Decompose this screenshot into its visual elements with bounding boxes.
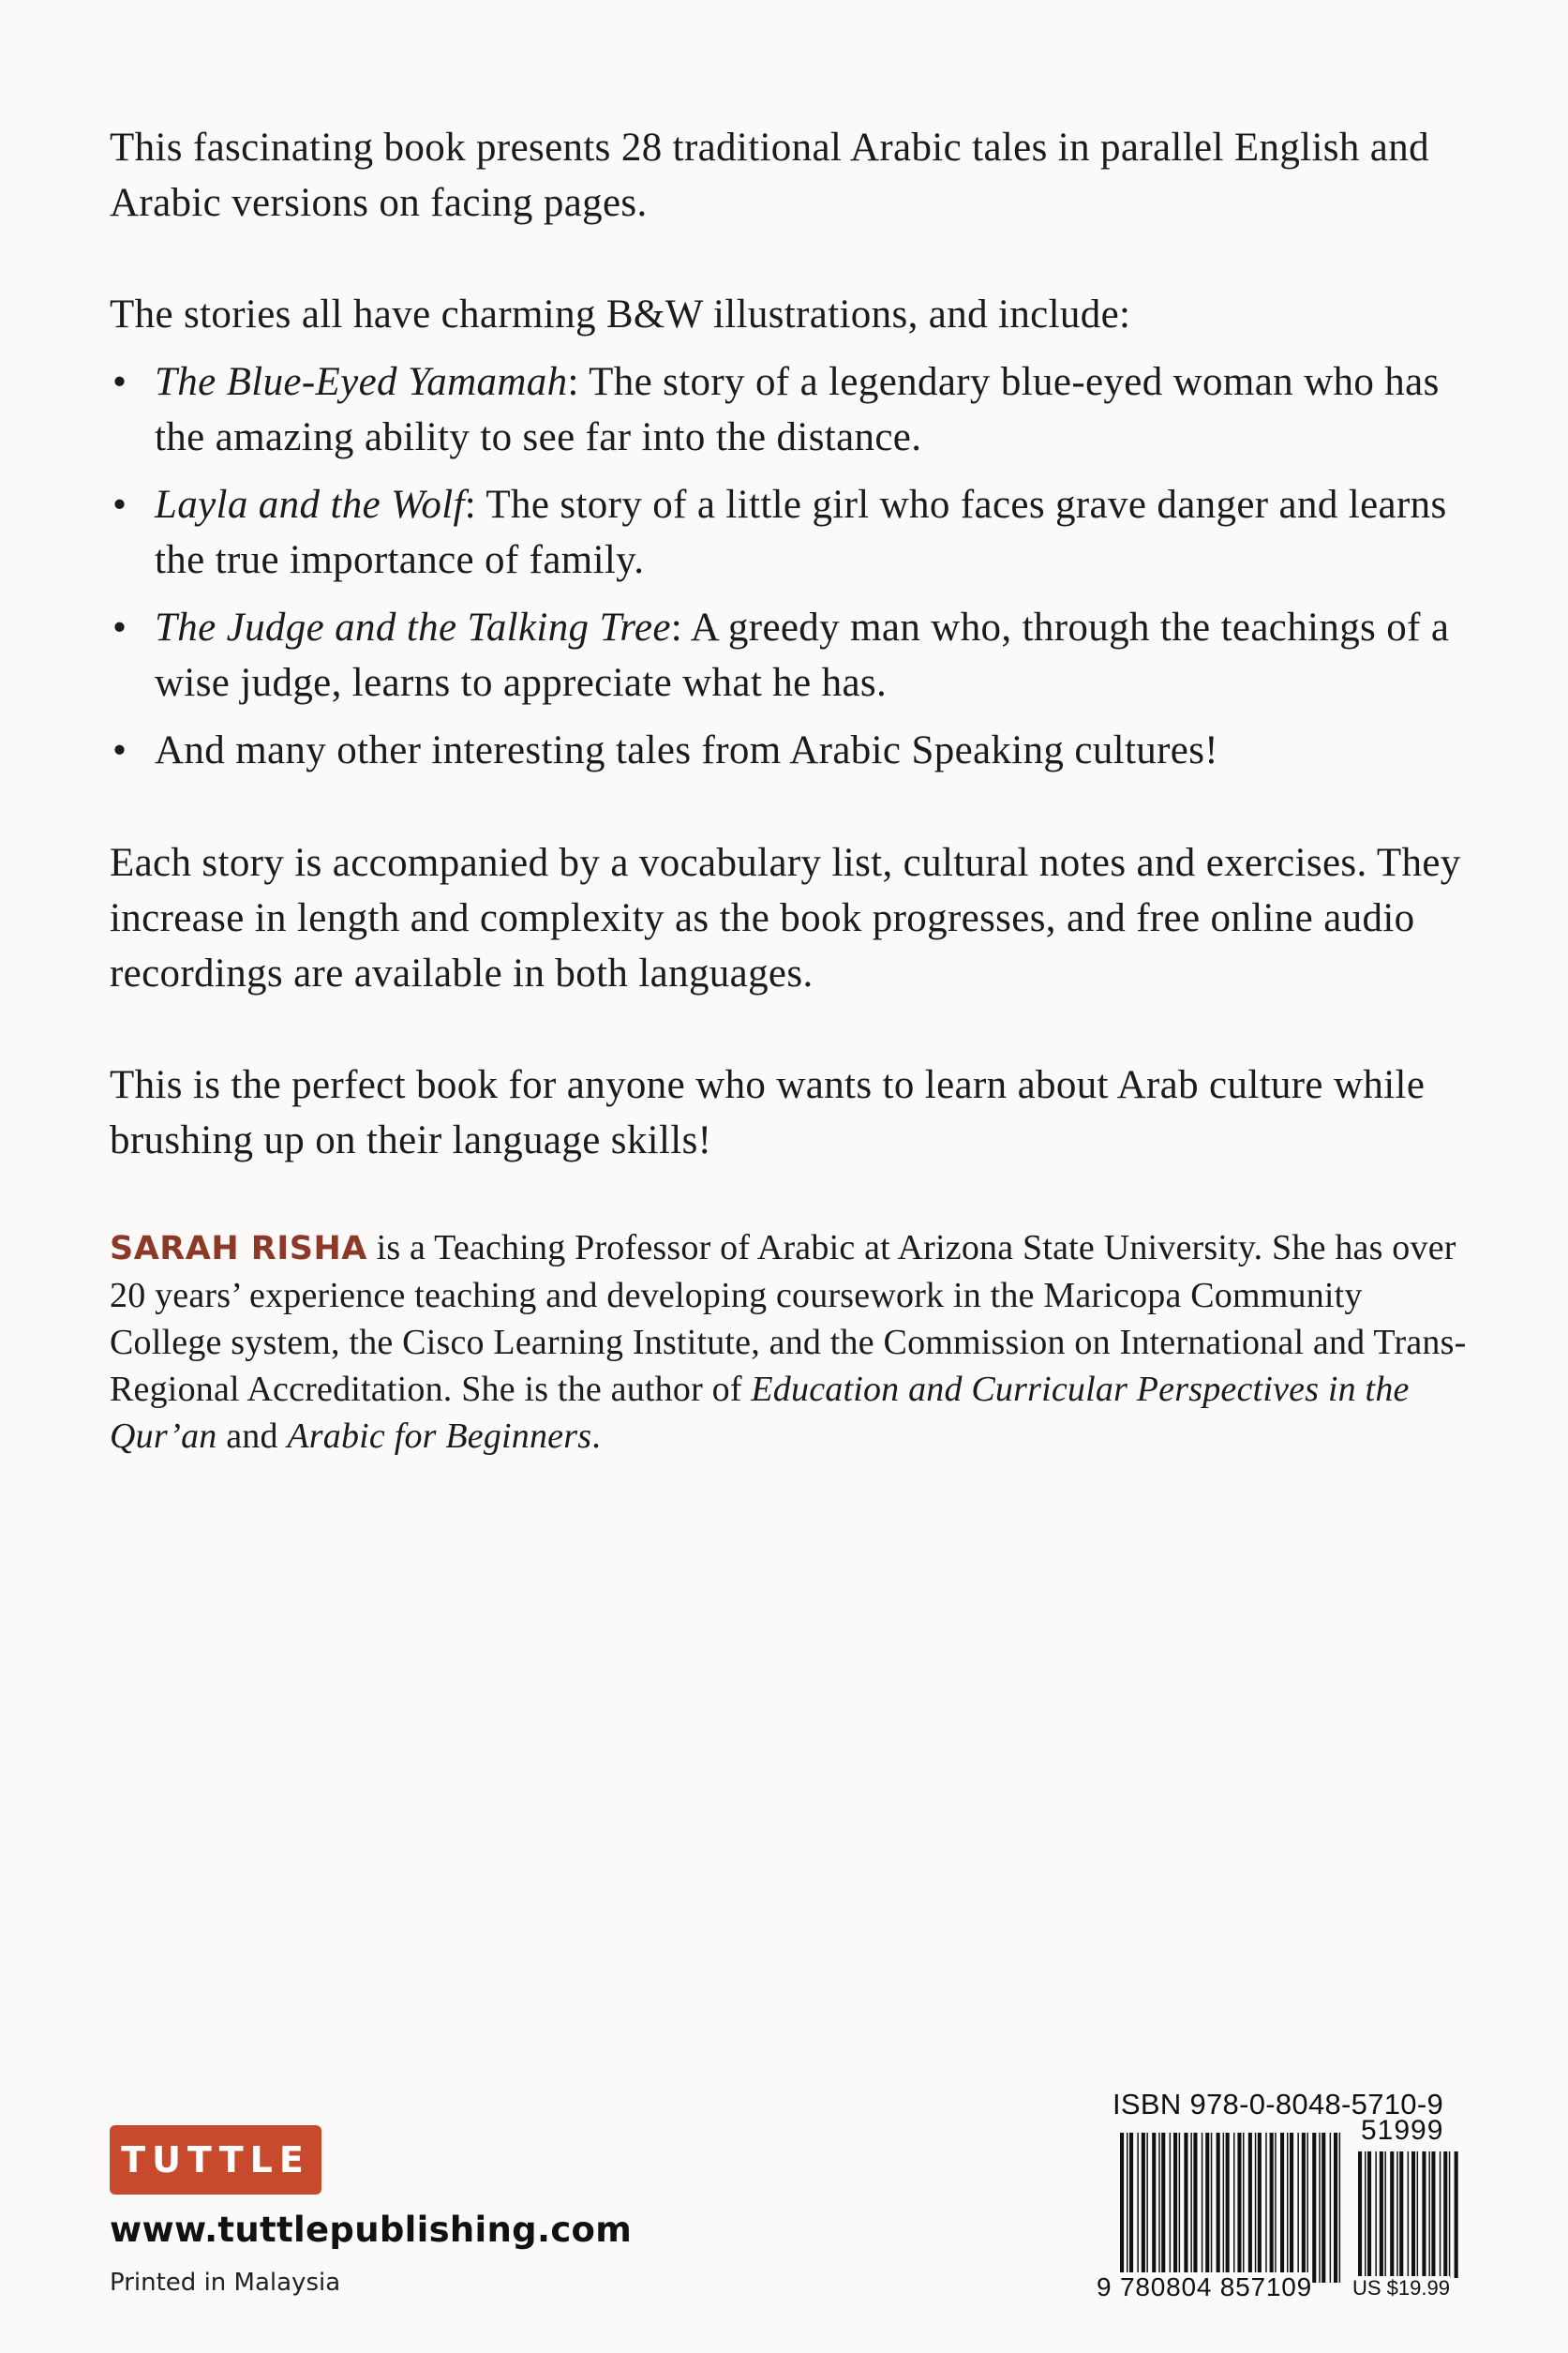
publisher-logo [110, 2125, 321, 2195]
barcode-bar [1226, 2133, 1230, 2283]
barcode-bar [1322, 2133, 1325, 2283]
bio-text: is a Teaching Professor of Arabic at Arizona State University. She has over 20 years’ experience teaching and developing coursework in the Maricopa Community College system, the Cisco Learning Institute, and the Commission on International and Trans-Regional Accreditation. She is the author of [110, 1228, 1467, 1409]
barcode-bar [1205, 2133, 1209, 2283]
price-code: 51999 [1361, 2115, 1444, 2146]
printed-in: Printed in Malaysia [110, 2269, 341, 2297]
list-item [110, 600, 1469, 711]
author-name: SARAH RISHA [110, 1230, 367, 1267]
barcode-bar [1297, 2133, 1299, 2283]
barcode-bar [1428, 2151, 1430, 2278]
barcode-bar [1290, 2133, 1293, 2283]
barcode-bar [1287, 2133, 1289, 2283]
list-item [110, 354, 1469, 465]
barcode-bar [1399, 2151, 1403, 2278]
barcode-bar [1233, 2133, 1235, 2283]
tale-text: And many other interesting tales from Arabic Speaking cultures! [155, 728, 1218, 772]
price-label: US $19.99 [1352, 2276, 1450, 2300]
barcode-bar [1319, 2133, 1321, 2283]
stories-lead: The stories all have charming B&W illustrations, and include: [110, 292, 1131, 337]
book-title: Arabic for Beginners [287, 1416, 592, 1456]
barcode-bar [1248, 2133, 1252, 2283]
barcode-bar [1365, 2151, 1366, 2278]
isbn-label: ISBN 978-0-8048-5710-9 [1113, 2088, 1443, 2121]
barcode-bar [1129, 2133, 1133, 2283]
tale-title: Layla and the Wolf [155, 483, 465, 527]
barcode-bar [1127, 2133, 1128, 2283]
tales-list [110, 354, 1469, 778]
barcode-bar [1367, 2151, 1371, 2278]
barcode-bar [1137, 2133, 1139, 2283]
publisher-website[interactable]: www.tuttlepublishing.com [110, 2210, 633, 2250]
barcode-bar [1396, 2151, 1398, 2278]
barcode-bar [1217, 2133, 1220, 2283]
barcode-bar [1146, 2133, 1148, 2283]
barcode-bar [1237, 2133, 1241, 2283]
barcode-bar [1142, 2133, 1145, 2283]
list-item [110, 477, 1469, 588]
barcode-bar [1380, 2151, 1383, 2278]
each-story-paragraph: Each story is accompanied by a vocabulary list, cultural notes and exercises. They increase in length and complexity as the book progresses, and free online audio recordings are available in both languages. [110, 841, 1461, 996]
barcode-bar [1307, 2133, 1308, 2283]
barcode-bar [1161, 2133, 1165, 2283]
barcode-bar [1411, 2151, 1415, 2278]
description-text [110, 120, 1469, 1460]
barcode-bar [1173, 2133, 1177, 2283]
author-bio [110, 1224, 1469, 1460]
barcode-bar [1258, 2133, 1262, 2283]
barcode-bar [1193, 2133, 1197, 2283]
barcode-bar [1330, 2133, 1332, 2283]
barcode-bar [1417, 2151, 1419, 2278]
barcode-bar [1211, 2133, 1213, 2283]
tale-text: : The story of a little girl who faces grave danger and learns the true importance of family. [155, 483, 1447, 582]
book-title: Education and Curricular Perspectives in the Qur’an [110, 1370, 1410, 1456]
barcode-bar [1280, 2133, 1284, 2283]
barcode-bar [1384, 2151, 1386, 2278]
perfect-book-paragraph: This is the perfect book for anyone who wants to learn about Arab culture while brushing up on their language skills! [110, 1063, 1426, 1162]
barcode-bar [1339, 2133, 1341, 2283]
barcode-bar [1312, 2133, 1316, 2283]
barcode-bar [1223, 2133, 1225, 2283]
barcode-bar [1408, 2151, 1410, 2278]
barcode-bar [1375, 2151, 1377, 2278]
tale-text: : The story of a legendary blue-eyed woman who has the amazing ability to see far into the distance. [155, 360, 1440, 459]
barcode-bar [1179, 2133, 1181, 2283]
barcode-bar [1255, 2133, 1257, 2283]
barcode-bar [1422, 2151, 1426, 2278]
barcode-bar [1158, 2133, 1160, 2283]
barcode-bar [1190, 2133, 1192, 2283]
intro-paragraph: This fascinating book presents 28 traditional Arabic tales in parallel English and Arabic versions on facing pages. [110, 126, 1429, 225]
barcode-bar [1170, 2133, 1172, 2283]
barcode-bar [1443, 2151, 1447, 2278]
logo-text: TUTTLE [121, 2139, 310, 2181]
barcode-bar [1449, 2151, 1451, 2278]
bullet-icon: • [112, 728, 127, 772]
tale-title: The Judge and the Talking Tree [155, 606, 671, 650]
bio-period: . [591, 1416, 601, 1456]
list-item [110, 723, 1469, 778]
barcode-bar [1184, 2133, 1187, 2283]
tale-text: : A greedy man who, through the teachings of a wise judge, learns to appreciate what he has. [155, 606, 1450, 705]
bullet-icon: • [112, 606, 127, 650]
barcode-bar [1358, 2151, 1362, 2278]
barcode-bar [1265, 2133, 1267, 2283]
bio-and: and [217, 1416, 288, 1456]
barcode-bar [1334, 2133, 1337, 2283]
bullet-icon: • [112, 483, 127, 527]
barcode-bar [1243, 2133, 1245, 2283]
tale-title: The Blue-Eyed Yamamah [155, 360, 568, 404]
barcode-bar [1440, 2151, 1441, 2278]
barcode-bar [1431, 2151, 1435, 2278]
barcode-icon [1113, 2123, 1469, 2292]
barcode-bar [1302, 2133, 1306, 2283]
barcode-bar [1275, 2133, 1277, 2283]
barcode-bar [1455, 2151, 1458, 2278]
barcode-bar [1152, 2133, 1156, 2283]
bullet-icon: • [112, 360, 127, 404]
barcode-bar [1270, 2133, 1274, 2283]
barcode-bar [1390, 2151, 1394, 2278]
barcode-digits: 9 780804 857109 [1097, 2272, 1312, 2301]
barcode-bar [1120, 2133, 1124, 2283]
barcode-bar [1202, 2133, 1203, 2283]
